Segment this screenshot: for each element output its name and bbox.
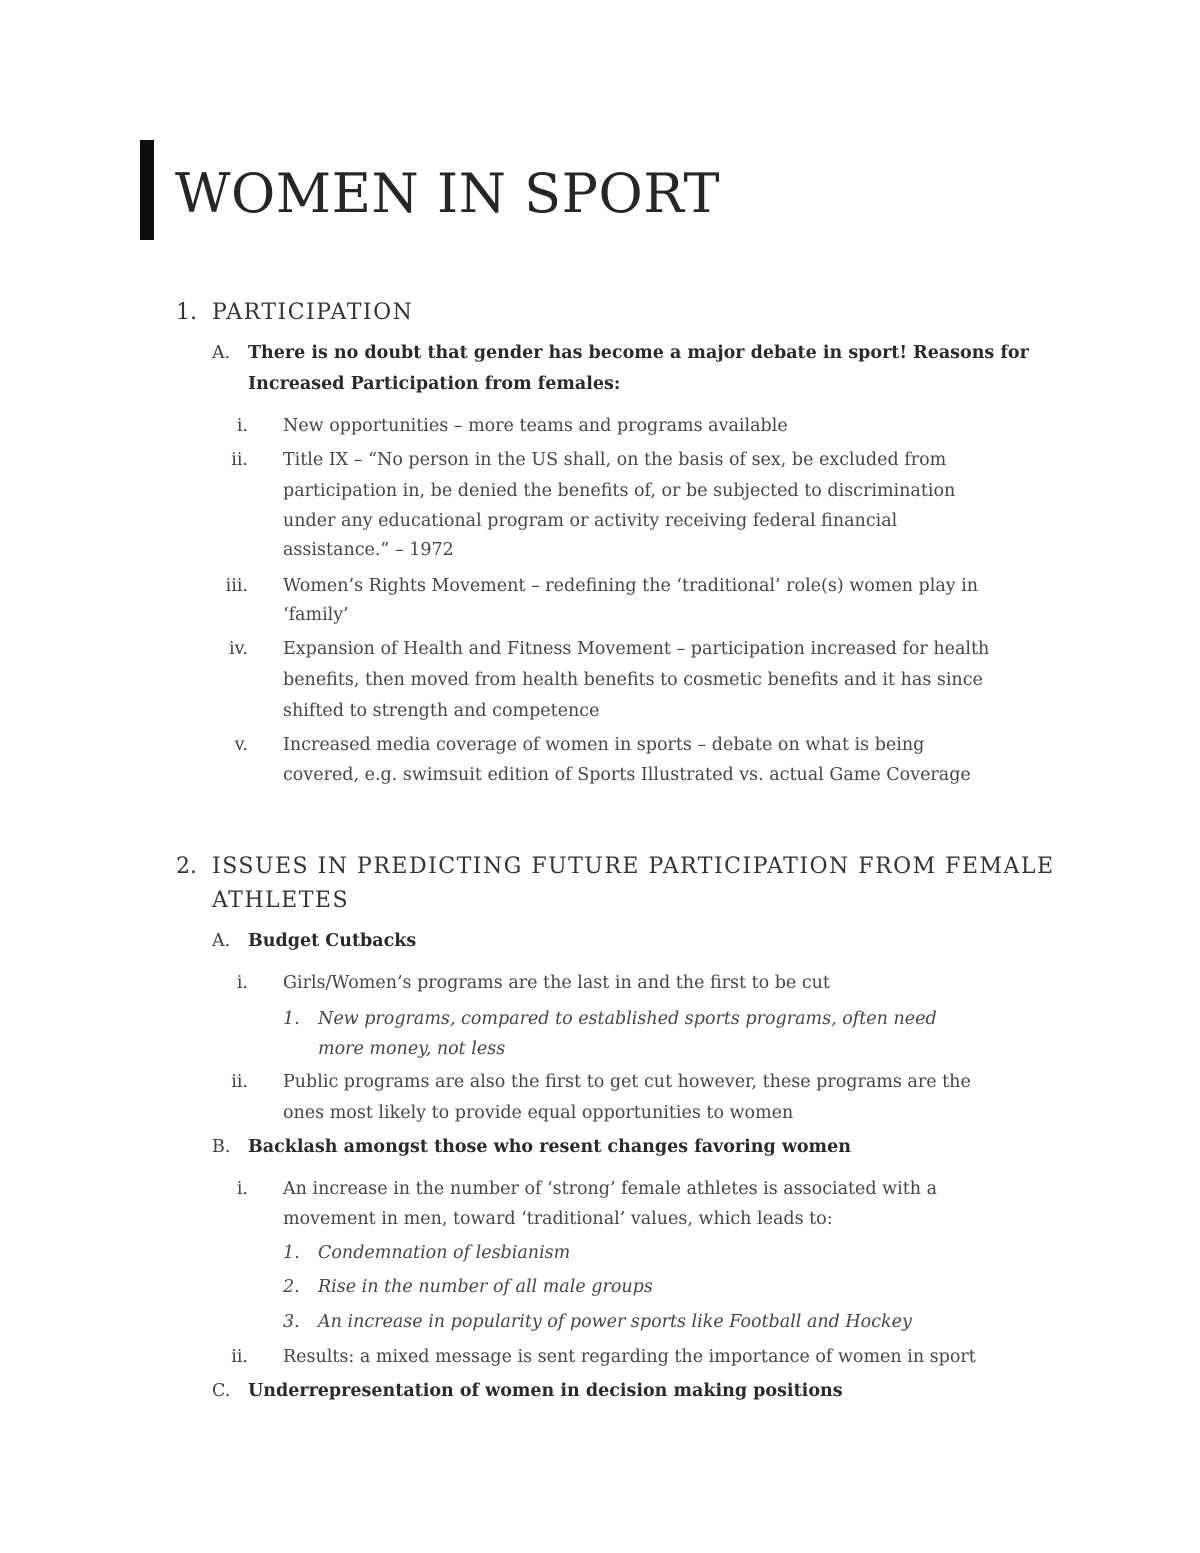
section-1-a-line-2: Increased Participation from females:	[248, 374, 621, 394]
section-2-b-item-i-line-2: movement in men, toward ‘traditional’ values, which leads to:	[283, 1209, 833, 1229]
section-1-item-iv-line-3: shifted to strength and competence	[283, 701, 600, 721]
section-2-c-heading: Underrepresentation of women in decision making positions	[248, 1381, 843, 1401]
section-2-a-item-ii-line-1: Public programs are also the first to get cut however, these programs are the	[283, 1072, 971, 1092]
section-2-b-heading: Backlash amongst those who resent changes favoring women	[248, 1137, 851, 1157]
section-2-a-heading: Budget Cutbacks	[248, 931, 417, 951]
section-2-a-item-i-1-number: 1.	[283, 1009, 300, 1029]
page-title: WOMEN IN SPORT	[175, 162, 720, 225]
section-2-a-item-i-1-line-1: New programs, compared to established sports programs, often need	[318, 1009, 937, 1029]
section-2-b-item-ii-text: Results: a mixed message is sent regarding the importance of women in sport	[283, 1347, 976, 1367]
section-2-b-item-ii-number: ii.	[231, 1347, 248, 1367]
section-1-item-iii-number: iii.	[225, 576, 248, 596]
section-2-a-item-i-text: Girls/Women’s programs are the last in and the first to be cut	[283, 973, 830, 993]
section-1-item-iv-number: iv.	[229, 639, 248, 659]
section-2-heading-line-2: ATHLETES	[212, 888, 350, 913]
section-2-heading-line-1: ISSUES IN PREDICTING FUTURE PARTICIPATION FROM FEMALE	[212, 854, 1055, 879]
section-2-b-label: B.	[212, 1137, 231, 1157]
section-1-a-line-1: There is no doubt that gender has become a major debate in sport! Reasons for	[248, 343, 1029, 363]
section-2-b-sub-3-number: 3.	[283, 1312, 300, 1332]
section-1-item-ii-line-1: Title IX – “No person in the US shall, on the basis of sex, be excluded from	[283, 450, 947, 470]
title-accent-bar	[140, 140, 154, 240]
section-2-a-item-ii-line-2: ones most likely to provide equal opportunities to women	[283, 1103, 794, 1123]
section-1-item-v-number: v.	[234, 735, 248, 755]
section-2-a-item-i-number: i.	[236, 973, 248, 993]
section-1-a-label: A.	[212, 343, 231, 363]
section-1-item-i-line-1: New opportunities – more teams and programs available	[283, 416, 788, 436]
section-2-number: 2.	[176, 854, 197, 879]
section-1-item-iv-line-2: benefits, then moved from health benefits to cosmetic benefits and it has since	[283, 670, 983, 690]
section-1-item-i-number: i.	[236, 416, 248, 436]
section-1-item-iii-line-1: Women’s Rights Movement – redefining the ‘traditional’ role(s) women play in	[283, 576, 979, 596]
section-2-b-item-i-line-1: An increase in the number of ‘strong’ female athletes is associated with a	[283, 1179, 938, 1199]
section-1-item-ii-line-4: assistance.” – 1972	[283, 540, 454, 560]
section-2-a-label: A.	[212, 931, 231, 951]
section-2-b-sub-1-number: 1.	[283, 1243, 300, 1263]
section-1-item-ii-number: ii.	[231, 450, 248, 470]
section-1-item-v-line-1: Increased media coverage of women in sports – debate on what is being	[283, 735, 925, 755]
section-1-item-ii-line-2: participation in, be denied the benefits of, or be subjected to discrimination	[283, 481, 956, 501]
section-1-item-ii-line-3: under any educational program or activity receiving federal financial	[283, 511, 898, 531]
section-1-number: 1.	[176, 300, 197, 325]
section-2-b-sub-2-text: Rise in the number of all male groups	[318, 1277, 653, 1297]
section-2-c-label: C.	[212, 1381, 231, 1401]
section-2-b-item-i-number: i.	[236, 1179, 248, 1199]
section-2-b-sub-3-text: An increase in popularity of power sports like Football and Hockey	[318, 1312, 912, 1332]
section-2-b-sub-1-text: Condemnation of lesbianism	[318, 1243, 571, 1263]
section-2-a-item-i-1-line-2: more money, not less	[318, 1039, 506, 1059]
section-1-heading: PARTICIPATION	[212, 300, 414, 325]
section-1-item-iii-line-2: ‘family’	[283, 605, 349, 625]
section-1-item-iv-line-1: Expansion of Health and Fitness Movement – participation increased for health	[283, 639, 990, 659]
section-2-a-item-ii-number: ii.	[231, 1072, 248, 1092]
section-2-b-sub-2-number: 2.	[283, 1277, 300, 1297]
section-1-item-v-line-2: covered, e.g. swimsuit edition of Sports Illustrated vs. actual Game Coverage	[283, 765, 971, 785]
